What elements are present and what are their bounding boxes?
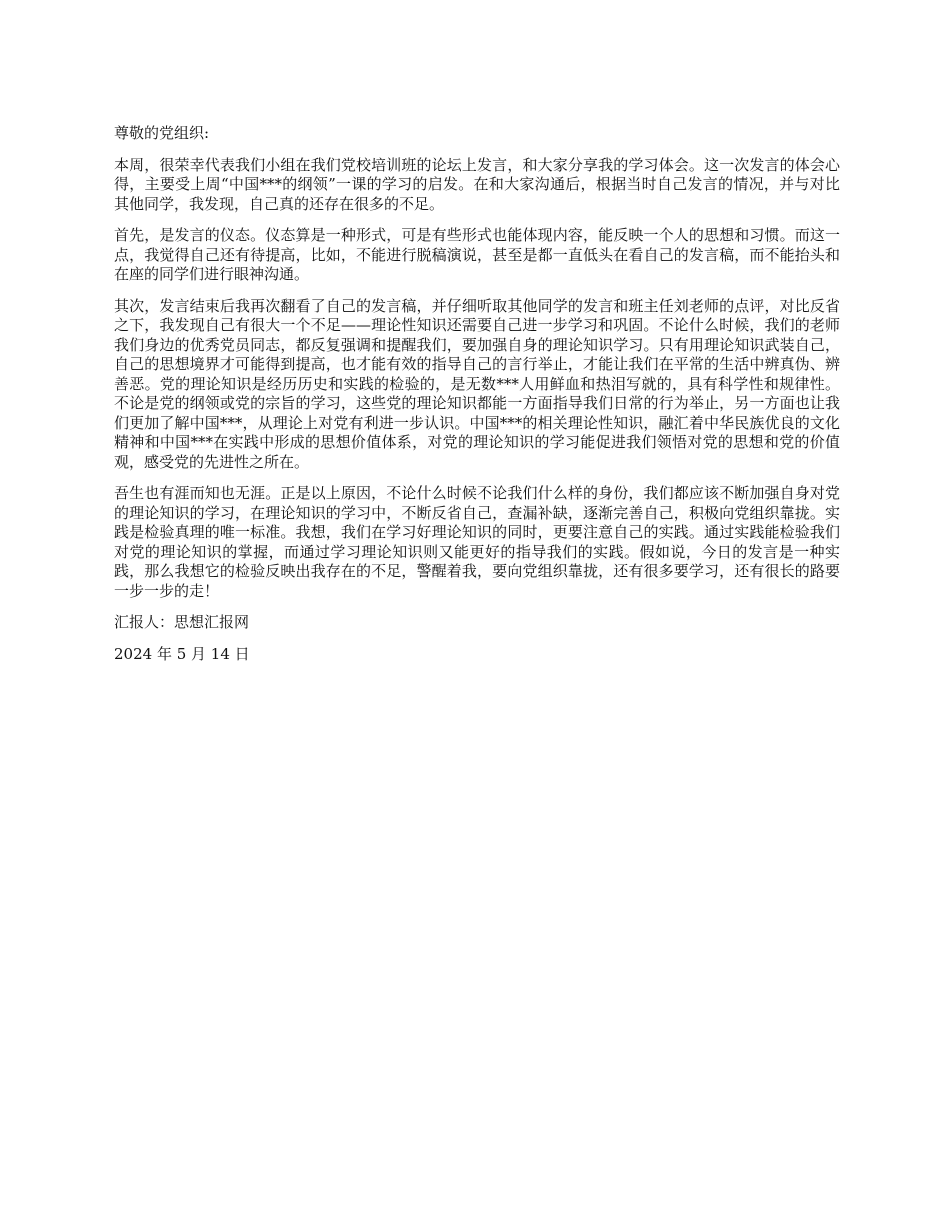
paragraph-2: 首先，是发言的仪态。仪态算是一种形式，可是有些形式也能体现内容，能反映一个人的思想和习惯。而这一点，我觉得自己还有待提高，比如，不能进行脱稿演说，甚至是都一直低头在看自己的发言稿，而不能抬头和在座的同学们进行眼神沟通。 (114, 226, 840, 283)
paragraph-4: 吾生也有涯而知也无涯。正是以上原因，不论什么时候不论我们什么样的身份，我们都应该不断加强自身对党的理论知识的学习，在理论知识的学习中，不断反省自己，查漏补缺，逐渐完善自己，积极向党组织靠拢。实践是检验真理的唯一标准。我想，我们在学习好理论知识的同时，更要注意自己的实践。通过实践能检验我们对党的理论知识的掌握，而通过学习理论知识则又能更好的指导我们的实践。假如说，今日的发言是一种实践，那么我想它的检验反映出我存在的不足，警醒着我，要向党组织靠拢，还有很多要学习，还有很长的路要一步一步的走！ (114, 484, 840, 600)
date: 2024 年 5 月 14 日 (114, 644, 250, 663)
paragraph-1: 本周，很荣幸代表我们小组在我们党校培训班的论坛上发言，和大家分享我的学习体会。这一次发言的体会心得，主要受上周“中国***的纲领”一课的学习的启发。在和大家沟通后，根据当时自己发言的情况，并与对比其他同学，我发现，自己真的还存在很多的不足。 (114, 155, 840, 213)
signature: 汇报人：思想汇报网 (114, 613, 250, 631)
paragraph-3: 其次，发言结束后我再次翻看了自己的发言稿，并仔细听取其他同学的发言和班主任刘老师的点评，对比反省之下，我发现自己有很大一个不足——理论性知识还需要自己进一步学习和巩固。不论什么时候，我们的老师我们身边的优秀党员同志，都反复强调和提醒我们，要加强自身的理论知识学习。只有用理论知识武装自己，自己的思想境界才可能得到提高，也才能有效的指导自己的言行举止，才能让我们在平常的生活中辨真伪、辨善恶。党的理论知识是经历历史和实践的检验的，是无数***人用鲜血和热泪写就的，具有科学性和规律性。不论是党的纲领或党的宗旨的学习，这些党的理论知识都能一方面指导我们日常的行为举止，另一方面也让我们更加了解中国***，从理论上对党有利进一步认识。中国***的相关理论性知识，融汇着中华民族优良的文化精神和中国***在实践中形成的思想价值体系，对党的理论知识的学习能促进我们领悟对党的思想和党的价值观，感受党的先进性之所在。 (114, 296, 840, 471)
salutation: 尊敬的党组织: (114, 124, 210, 142)
document-page (114, 124, 840, 676)
